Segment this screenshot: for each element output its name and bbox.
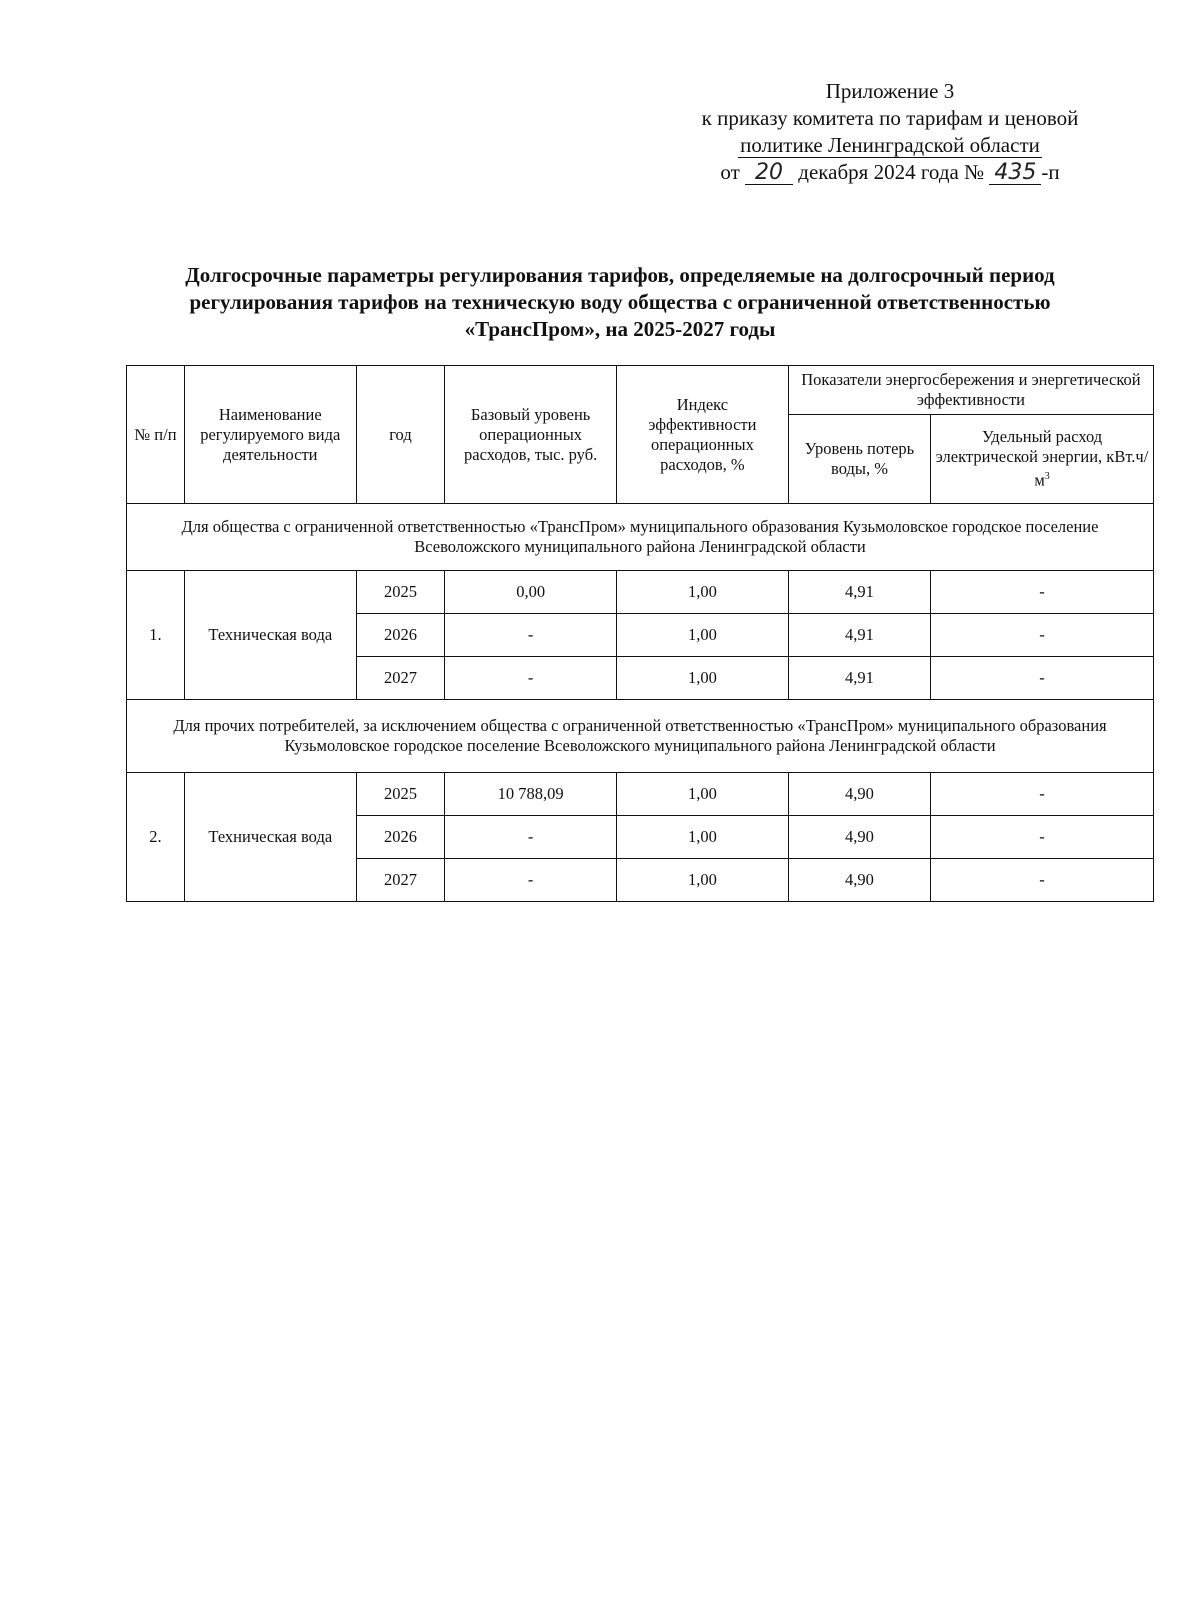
cell-index: 1,00 xyxy=(616,614,788,657)
header-water-loss: Уровень потерь воды, % xyxy=(788,415,930,504)
title-line-2: регулирования тарифов на техническую воду общества с ограниченной ответственностью xyxy=(189,290,1051,314)
section-title: Для прочих потребителей, за исключением общества с ограниченной ответственностью «ТрансПром» муниципального образования Кузьмоловское городское поселение Всеволожского муниципального района Ленинградской области xyxy=(127,700,1154,773)
header-num: № п/п xyxy=(127,366,185,504)
header-base-level: Базовый уровень операционных расходов, тыс. руб. xyxy=(445,366,617,504)
cell-year: 2025 xyxy=(356,773,445,816)
table-row xyxy=(127,571,1154,614)
header-year: год xyxy=(356,366,445,504)
appendix-header xyxy=(650,78,1130,186)
committee-name: политике Ленинградской области xyxy=(740,133,1040,157)
cell-elec: - xyxy=(931,816,1154,859)
row-number: 1. xyxy=(127,571,185,700)
cell-loss: 4,91 xyxy=(788,614,930,657)
order-date-line xyxy=(650,159,1130,186)
header-electricity-text: Удельный расход электрической энергии, кВт.ч/м xyxy=(935,427,1149,490)
cell-base: - xyxy=(445,816,617,859)
cell-elec: - xyxy=(931,657,1154,700)
date-prefix: от xyxy=(720,160,740,184)
appendix-label: Приложение 3 xyxy=(825,79,955,103)
header-electricity-sup: 3 xyxy=(1044,471,1050,483)
section-title: Для общества с ограниченной ответственностью «ТрансПром» муниципального образования Кузьмоловское городское поселение Всеволожского муниципального района Ленинградской области xyxy=(127,504,1154,571)
cell-year: 2027 xyxy=(356,657,445,700)
cell-loss: 4,90 xyxy=(788,859,930,902)
cell-base: - xyxy=(445,859,617,902)
cell-elec: - xyxy=(931,859,1154,902)
cell-year: 2026 xyxy=(356,816,445,859)
cell-index: 1,00 xyxy=(616,571,788,614)
cell-loss: 4,90 xyxy=(788,816,930,859)
cell-year: 2027 xyxy=(356,859,445,902)
cell-loss: 4,91 xyxy=(788,571,930,614)
header-energy-group: Показатели энергосбережения и энергетической эффективности xyxy=(788,366,1153,415)
cell-year: 2026 xyxy=(356,614,445,657)
header-electricity xyxy=(931,415,1154,504)
cell-elec: - xyxy=(931,773,1154,816)
title-line-1: Долгосрочные параметры регулирования тарифов, определяемые на долгосрочный период xyxy=(185,263,1055,287)
cell-index: 1,00 xyxy=(616,816,788,859)
parameters-table xyxy=(126,365,1154,902)
handwritten-day: 20 xyxy=(745,162,793,185)
order-suffix: -п xyxy=(1041,160,1060,184)
cell-index: 1,00 xyxy=(616,657,788,700)
handwritten-order-number: 435 xyxy=(989,162,1041,185)
cell-elec: - xyxy=(931,571,1154,614)
cell-loss: 4,91 xyxy=(788,657,930,700)
table-row xyxy=(127,773,1154,816)
cell-index: 1,00 xyxy=(616,773,788,816)
order-reference: к приказу комитета по тарифам и ценовой xyxy=(701,106,1079,130)
header-efficiency-index: Индекс эффективности операционных расходов, % xyxy=(616,366,788,504)
section-title-row xyxy=(127,504,1154,571)
section-title-row xyxy=(127,700,1154,773)
activity-name: Техническая вода xyxy=(184,571,356,700)
cell-index: 1,00 xyxy=(616,859,788,902)
row-number: 2. xyxy=(127,773,185,902)
cell-base: 10 788,09 xyxy=(445,773,617,816)
date-rest: декабря 2024 года № xyxy=(798,160,985,184)
header-activity: Наименование регулируемого вида деятельности xyxy=(184,366,356,504)
cell-base: 0,00 xyxy=(445,571,617,614)
cell-year: 2025 xyxy=(356,571,445,614)
document-title xyxy=(100,262,1140,343)
cell-base: - xyxy=(445,614,617,657)
activity-name: Техническая вода xyxy=(184,773,356,902)
cell-loss: 4,90 xyxy=(788,773,930,816)
cell-elec: - xyxy=(931,614,1154,657)
cell-base: - xyxy=(445,657,617,700)
title-line-3: «ТрансПром», на 2025-2027 годы xyxy=(464,317,776,341)
